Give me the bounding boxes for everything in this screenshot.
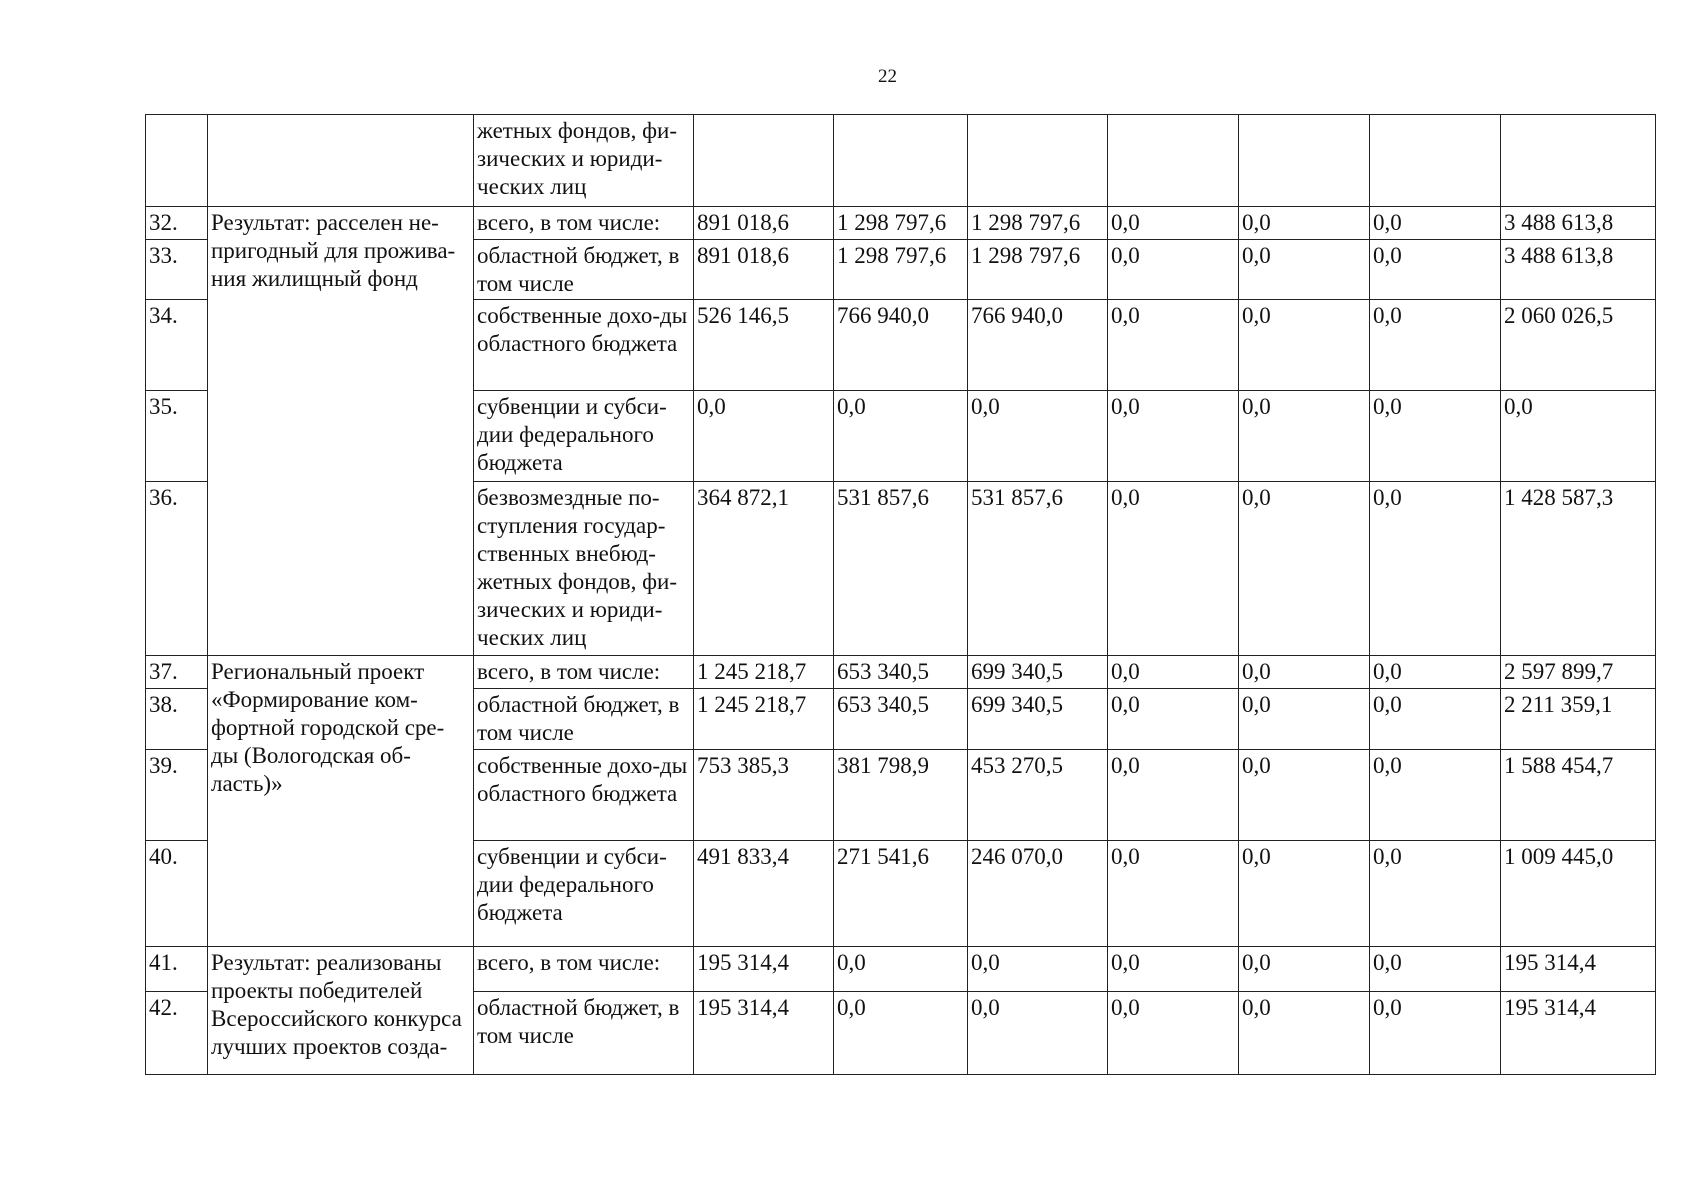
value-cell: 0,0 — [1239, 240, 1370, 300]
row-number-cell: 39. — [146, 750, 208, 841]
funding-source-cell: всего, в том числе: — [474, 947, 694, 992]
value-cell — [1370, 115, 1501, 207]
value-cell: 0,0 — [1239, 300, 1370, 391]
value-cell: 0,0 — [834, 947, 968, 992]
value-cell: 0,0 — [1108, 482, 1239, 656]
value-cell: 0,0 — [1370, 841, 1501, 947]
value-cell: 195 314,4 — [1501, 992, 1656, 1075]
row-number-cell: 40. — [146, 841, 208, 947]
funding-source-cell: жетных фондов, фи-зических и юриди-ческих лиц — [474, 115, 694, 207]
funding-source-cell: всего, в том числе: — [474, 656, 694, 689]
value-cell: 891 018,6 — [694, 240, 834, 300]
value-cell: 195 314,4 — [694, 947, 834, 992]
group-name-cell: Региональный проект «Формирование ком-фортной городской сре-ды (Вологодская об-ласть)» — [208, 656, 474, 947]
value-cell: 0,0 — [1108, 240, 1239, 300]
funding-source-cell: безвозмездные по-ступления государ-ственных внебюд-жетных фондов, фи-зических и юриди-ческих лиц — [474, 482, 694, 656]
row-number-cell: 38. — [146, 689, 208, 750]
funding-source-cell: субвенции и субси-дии федерального бюджета — [474, 841, 694, 947]
value-cell: 0,0 — [1108, 992, 1239, 1075]
value-cell: 2 060 026,5 — [1501, 300, 1656, 391]
value-cell: 0,0 — [694, 391, 834, 482]
value-cell: 0,0 — [1370, 750, 1501, 841]
value-cell: 195 314,4 — [694, 992, 834, 1075]
funding-source-cell: областной бюджет, в том числе — [474, 689, 694, 750]
value-cell: 0,0 — [1370, 482, 1501, 656]
value-cell: 0,0 — [1370, 391, 1501, 482]
table-row — [146, 947, 1656, 992]
value-cell: 653 340,5 — [834, 656, 968, 689]
value-cell: 0,0 — [834, 992, 968, 1075]
row-number-cell: 33. — [146, 240, 208, 300]
funding-source-cell: областной бюджет, в том числе — [474, 240, 694, 300]
value-cell: 491 833,4 — [694, 841, 834, 947]
table-row — [146, 207, 1656, 240]
value-cell: 0,0 — [968, 391, 1108, 482]
value-cell — [1108, 115, 1239, 207]
value-cell: 195 314,4 — [1501, 947, 1656, 992]
value-cell: 0,0 — [1108, 750, 1239, 841]
value-cell: 699 340,5 — [968, 656, 1108, 689]
row-number-cell: 36. — [146, 482, 208, 656]
value-cell — [694, 115, 834, 207]
value-cell: 0,0 — [1370, 656, 1501, 689]
row-number-cell: 34. — [146, 300, 208, 391]
group-name-cell — [208, 115, 474, 207]
value-cell: 0,0 — [1370, 947, 1501, 992]
value-cell: 246 070,0 — [968, 841, 1108, 947]
value-cell: 0,0 — [1501, 391, 1656, 482]
value-cell — [834, 115, 968, 207]
value-cell — [1501, 115, 1656, 207]
value-cell: 653 340,5 — [834, 689, 968, 750]
value-cell: 0,0 — [1108, 841, 1239, 947]
row-number-cell: 37. — [146, 656, 208, 689]
value-cell: 0,0 — [968, 992, 1108, 1075]
value-cell: 0,0 — [1370, 240, 1501, 300]
value-cell: 766 940,0 — [834, 300, 968, 391]
value-cell: 1 245 218,7 — [694, 656, 834, 689]
value-cell: 0,0 — [1370, 689, 1501, 750]
value-cell: 0,0 — [1108, 656, 1239, 689]
value-cell: 0,0 — [1108, 391, 1239, 482]
value-cell — [1239, 115, 1370, 207]
value-cell: 0,0 — [834, 391, 968, 482]
row-number-cell: 35. — [146, 391, 208, 482]
value-cell: 531 857,6 — [968, 482, 1108, 656]
value-cell: 0,0 — [1239, 656, 1370, 689]
value-cell: 271 541,6 — [834, 841, 968, 947]
group-name-cell: Результат: расселен не-пригодный для прожива-ния жилищный фонд — [208, 207, 474, 656]
value-cell: 1 298 797,6 — [834, 240, 968, 300]
funding-source-cell: всего, в том числе: — [474, 207, 694, 240]
table-row — [146, 115, 1656, 207]
row-number-cell: 32. — [146, 207, 208, 240]
value-cell: 3 488 613,8 — [1501, 207, 1656, 240]
value-cell: 0,0 — [1239, 482, 1370, 656]
value-cell: 3 488 613,8 — [1501, 240, 1656, 300]
value-cell: 699 340,5 — [968, 689, 1108, 750]
value-cell: 2 597 899,7 — [1501, 656, 1656, 689]
value-cell: 526 146,5 — [694, 300, 834, 391]
value-cell: 0,0 — [1108, 300, 1239, 391]
value-cell: 381 798,9 — [834, 750, 968, 841]
value-cell: 0,0 — [1108, 207, 1239, 240]
value-cell: 0,0 — [968, 947, 1108, 992]
value-cell: 0,0 — [1239, 992, 1370, 1075]
value-cell: 0,0 — [1370, 992, 1501, 1075]
value-cell: 1 298 797,6 — [968, 240, 1108, 300]
value-cell: 0,0 — [1239, 841, 1370, 947]
value-cell: 0,0 — [1239, 689, 1370, 750]
value-cell — [968, 115, 1108, 207]
value-cell: 753 385,3 — [694, 750, 834, 841]
funding-source-cell: собственные дохо-ды областного бюджета — [474, 750, 694, 841]
value-cell: 2 211 359,1 — [1501, 689, 1656, 750]
value-cell: 1 245 218,7 — [694, 689, 834, 750]
value-cell: 1 588 454,7 — [1501, 750, 1656, 841]
value-cell: 0,0 — [1239, 750, 1370, 841]
value-cell: 1 298 797,6 — [834, 207, 968, 240]
value-cell: 766 940,0 — [968, 300, 1108, 391]
value-cell: 0,0 — [1239, 207, 1370, 240]
value-cell: 1 009 445,0 — [1501, 841, 1656, 947]
page-number: 22 — [878, 66, 897, 87]
funding-source-cell: субвенции и субси-дии федерального бюджета — [474, 391, 694, 482]
value-cell: 0,0 — [1370, 300, 1501, 391]
value-cell: 1 298 797,6 — [968, 207, 1108, 240]
funding-source-cell: собственные дохо-ды областного бюджета — [474, 300, 694, 391]
row-number-cell — [146, 115, 208, 207]
table-row — [146, 656, 1656, 689]
value-cell: 0,0 — [1370, 207, 1501, 240]
row-number-cell: 42. — [146, 992, 208, 1075]
row-number-cell: 41. — [146, 947, 208, 992]
value-cell: 0,0 — [1239, 391, 1370, 482]
funding-source-cell: областной бюджет, в том числе — [474, 992, 694, 1075]
value-cell: 0,0 — [1239, 947, 1370, 992]
value-cell: 453 270,5 — [968, 750, 1108, 841]
budget-table-body — [146, 115, 1656, 1075]
value-cell: 0,0 — [1108, 947, 1239, 992]
value-cell: 531 857,6 — [834, 482, 968, 656]
value-cell: 1 428 587,3 — [1501, 482, 1656, 656]
budget-table — [145, 114, 1656, 1075]
value-cell: 891 018,6 — [694, 207, 834, 240]
value-cell: 0,0 — [1108, 689, 1239, 750]
value-cell: 364 872,1 — [694, 482, 834, 656]
group-name-cell: Результат: реализованы проекты победителей Всероссийского конкурса лучших проектов созда- — [208, 947, 474, 1075]
